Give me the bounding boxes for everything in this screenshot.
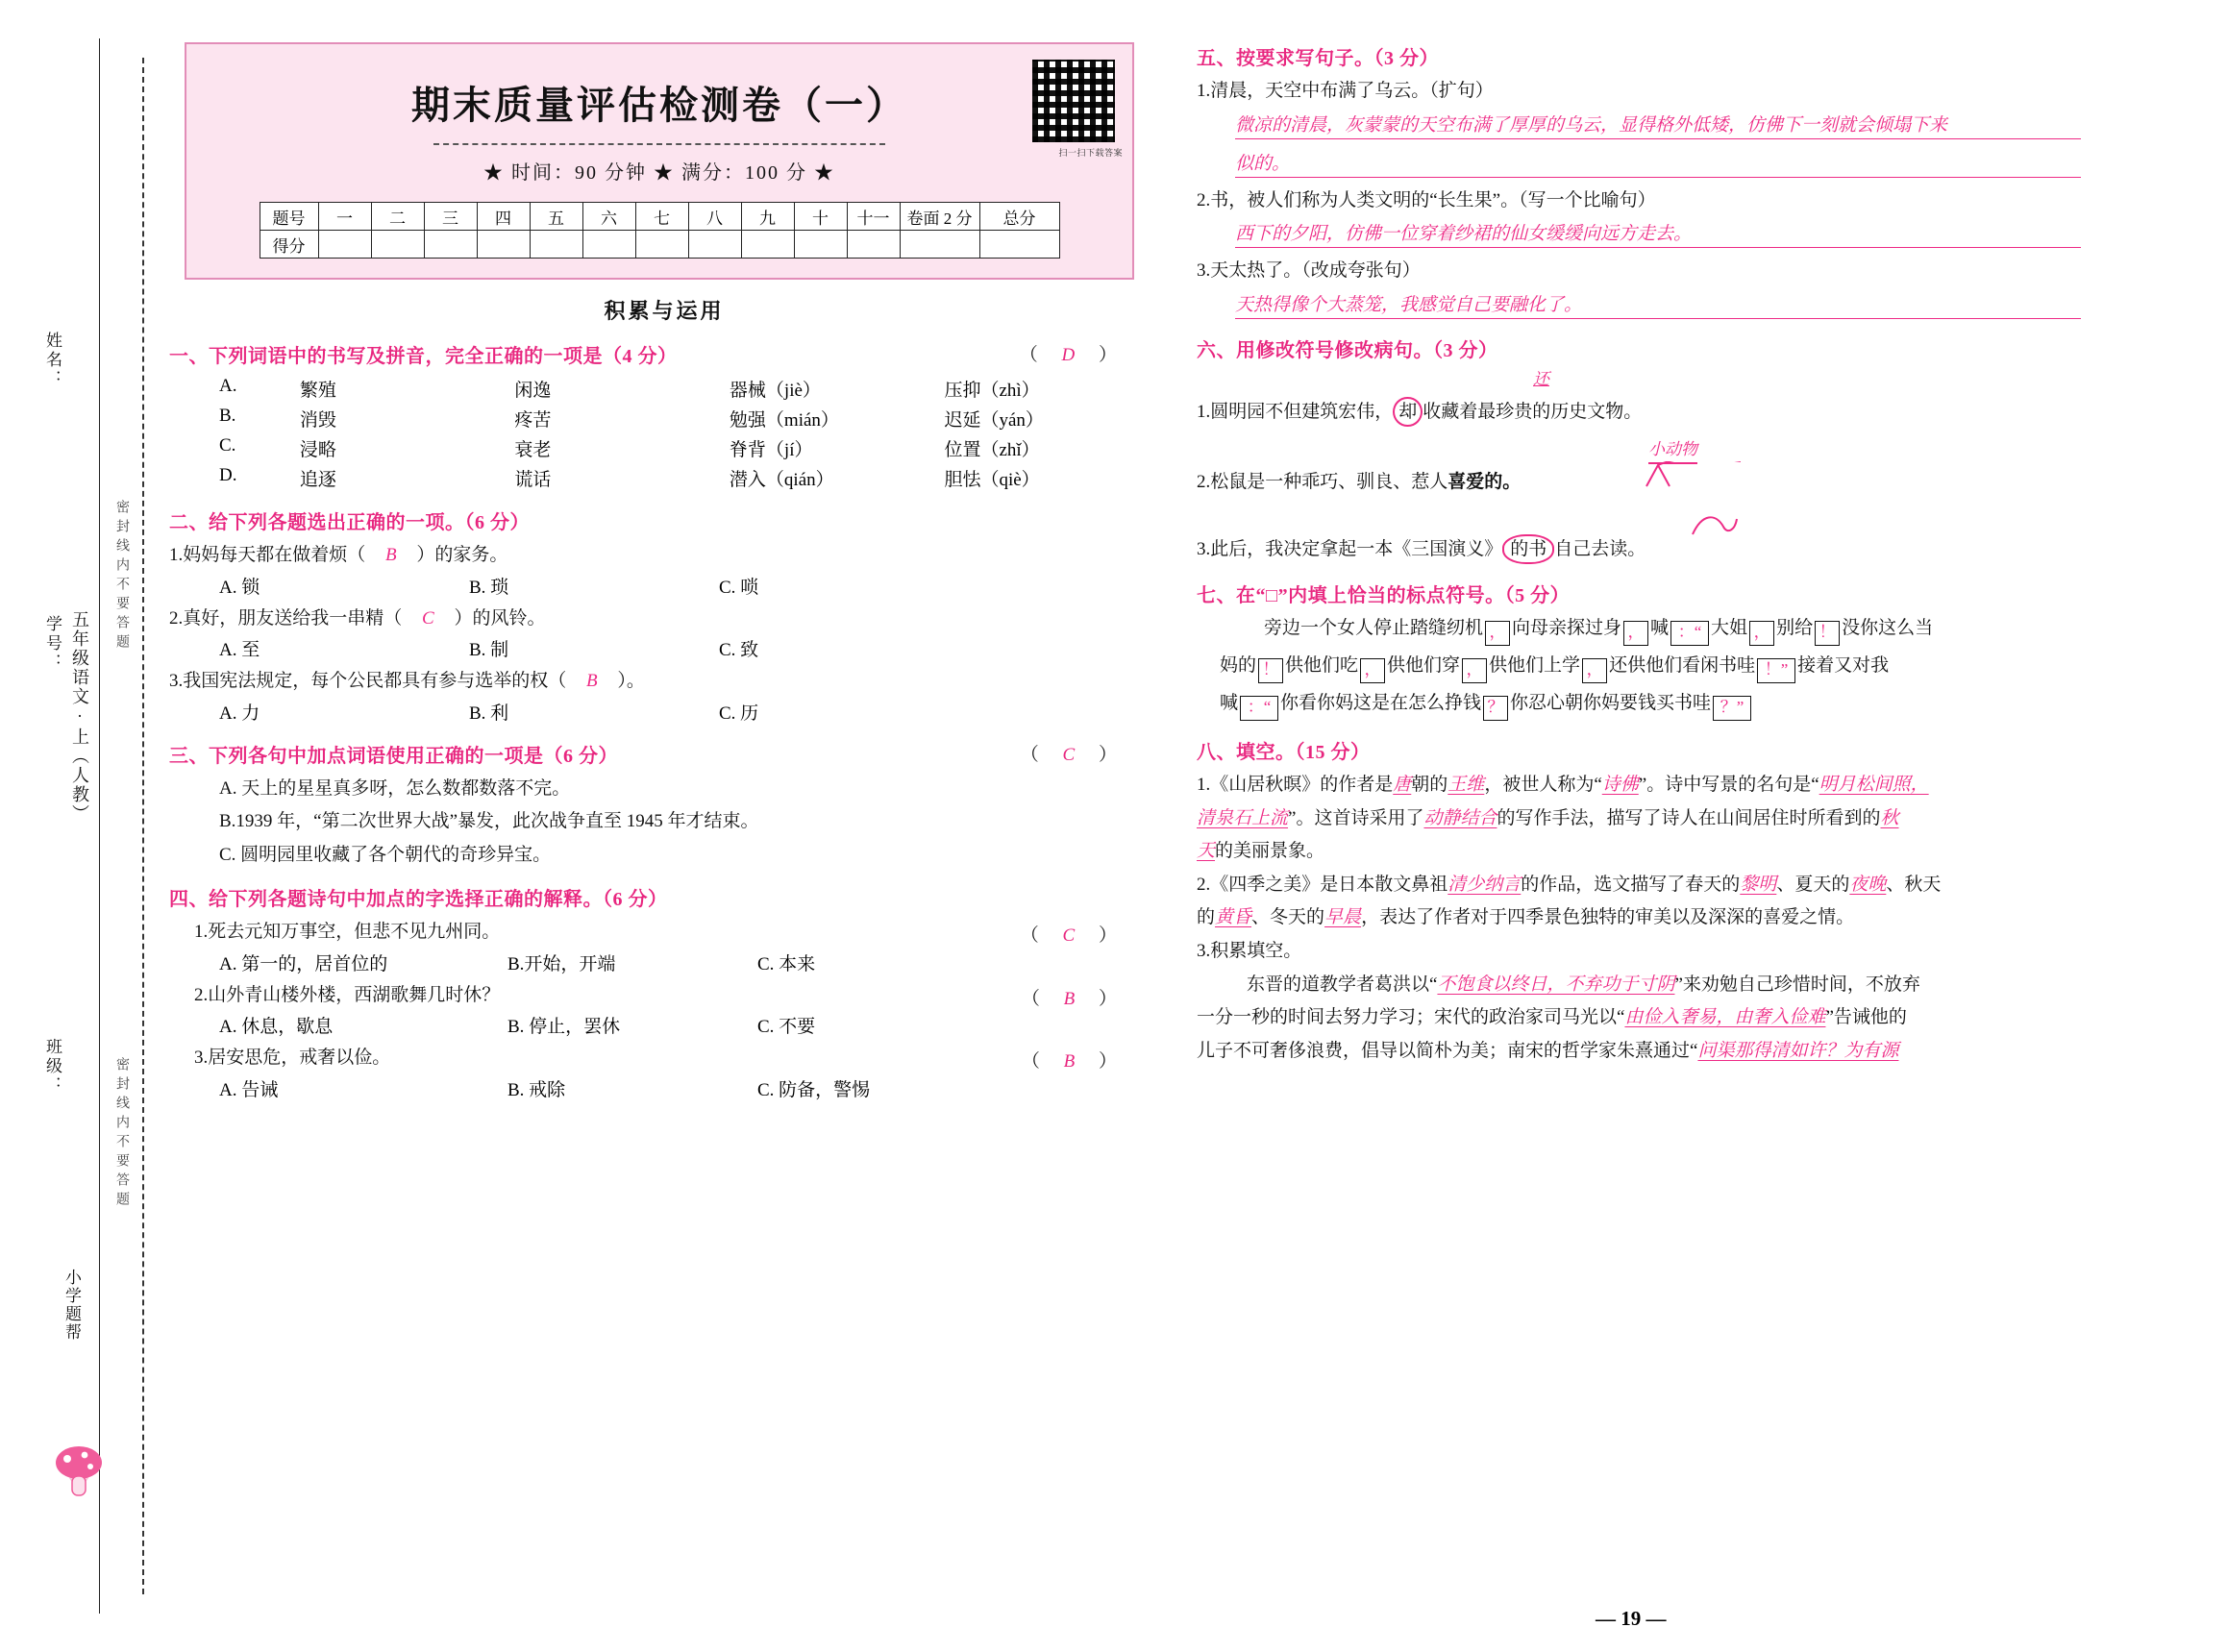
score-cell-11[interactable] bbox=[847, 231, 900, 259]
q4-2-options bbox=[219, 1012, 1159, 1038]
q6-2-correction: 小动物 bbox=[1648, 438, 1697, 464]
q1-d-item-3: 潜入（qián） bbox=[729, 470, 834, 490]
q8-1-l2-p4: 秋 bbox=[1880, 807, 1899, 828]
q1-b-label: B. bbox=[219, 406, 236, 426]
margin-dashed-rule bbox=[142, 58, 144, 1594]
q6-1-circled-word: 却 bbox=[1393, 397, 1423, 428]
score-table-header-row bbox=[260, 203, 1059, 231]
q1-d-item-4: 胆怯（qiè） bbox=[944, 470, 1040, 490]
name-label: 姓名： bbox=[43, 332, 62, 389]
right-column bbox=[1197, 42, 2148, 1618]
q7-l3-box2[interactable]: ？ bbox=[1483, 696, 1508, 721]
q4-1-option-b: B.开始，开端 bbox=[507, 953, 616, 974]
q1-b-item-2: 疼苦 bbox=[514, 410, 552, 431]
q8-item-2-line-1 bbox=[1197, 872, 2148, 899]
q6-2-insert-mark-icon bbox=[1641, 461, 1756, 490]
question-2 bbox=[169, 506, 1159, 725]
q2-1-option-b: B. 琐 bbox=[469, 577, 509, 598]
q8-2-l1-p6: 、秋天 bbox=[1886, 874, 1942, 895]
q8-3-l2-p2: ”告诫他的 bbox=[1825, 1007, 1907, 1028]
score-col-11: 十一 bbox=[847, 203, 900, 231]
score-col-1: 一 bbox=[318, 203, 371, 231]
question-4 bbox=[169, 883, 1159, 1101]
q8-2-l1-p2: 的作品，选文描写了春天的 bbox=[1521, 874, 1741, 895]
q6-2-text-before: 2.松鼠是一种乖巧、驯良、惹人 bbox=[1197, 472, 1448, 493]
q4-1-option-c: C. 本来 bbox=[757, 953, 816, 974]
q7-l3-s2: 你看你妈这是在怎么挣钱 bbox=[1280, 693, 1482, 714]
q7-l1-box4[interactable]: ， bbox=[1749, 621, 1774, 646]
title-panel bbox=[185, 42, 1134, 280]
q8-2-l1-p3: 黎明 bbox=[1740, 874, 1777, 895]
page-title: 期末质量评估检测卷（一） bbox=[411, 84, 907, 127]
score-col-9: 九 bbox=[741, 203, 794, 231]
score-cell-4[interactable] bbox=[477, 231, 530, 259]
q7-l2-s5: 还供他们看闲书哇 bbox=[1609, 655, 1756, 677]
q6-3-text-after: 自己去读。 bbox=[1554, 538, 1646, 559]
score-col-total: 总分 bbox=[979, 203, 1059, 231]
q6-1-correction: 还 bbox=[1533, 369, 1549, 388]
q5-1-answer[interactable] bbox=[1235, 111, 2148, 178]
q8-2-l2-p3: 早晨 bbox=[1324, 907, 1362, 928]
q8-1-l2-p3: 的写作手法，描写了诗人在山间居住时所看到的 bbox=[1497, 807, 1881, 828]
q4-1-stem: 1.死去元知万事空，但悲不见九州同。 bbox=[194, 922, 501, 943]
q8-1-p0: 1.《山居秋暝》的作者是 bbox=[1197, 775, 1394, 796]
q5-2-stem: 2.书，被人们称为人类文明的“长生果”。（写一个比喻句） bbox=[1197, 189, 1656, 210]
score-row-label-1: 题号 bbox=[260, 203, 318, 231]
qr-caption: 扫一扫下载答案 bbox=[1058, 148, 1123, 158]
question-1-answer: D bbox=[1061, 345, 1085, 365]
q2-3-option-b: B. 利 bbox=[469, 703, 509, 724]
q7-l3-s3: 你忍心朝你妈要钱买书哇 bbox=[1510, 693, 1712, 714]
q7-l1-s6: 没你这么当 bbox=[1842, 618, 1934, 639]
q4-1-options bbox=[219, 949, 1159, 975]
q7-l2-box4[interactable]: ， bbox=[1582, 658, 1607, 683]
q8-2-l2-p0: 的 bbox=[1197, 907, 1216, 928]
q2-3-answer: B bbox=[586, 671, 598, 692]
score-table bbox=[260, 202, 1060, 259]
mushroom-icon bbox=[54, 1442, 104, 1499]
q2-1-option-c: C. 唢 bbox=[719, 577, 759, 598]
q2-3-options bbox=[219, 699, 1159, 725]
q6-3-delete-mark-icon bbox=[1689, 511, 1746, 540]
q4-1-option-a: A. 第一的，居首位的 bbox=[219, 953, 388, 974]
q2-2-option-b: B. 制 bbox=[469, 640, 509, 661]
q2-1-answer: B bbox=[385, 545, 397, 565]
q4-3-stem: 3.居安思危，戒奢以俭。 bbox=[194, 1048, 391, 1069]
q7-l1-box5[interactable]: ！ bbox=[1815, 621, 1840, 646]
q7-l2-box1[interactable]: ！ bbox=[1258, 658, 1283, 683]
q6-2-text-after: 喜爱的。 bbox=[1448, 472, 1522, 493]
q5-3-stem: 3.天太热了。（改成夸张句） bbox=[1197, 260, 1421, 282]
q7-l2-box2[interactable]: ， bbox=[1360, 658, 1385, 683]
q7-l3-s1: 喊 bbox=[1220, 693, 1239, 714]
exam-meta: ★ 时间：90 分钟 ★ 满分：100 分 ★ bbox=[483, 162, 835, 184]
q4-3-answer: B bbox=[1063, 1051, 1085, 1073]
q1-d-item-1: 追逐 bbox=[299, 470, 336, 490]
q4-2-option-a: A. 休息，歇息 bbox=[219, 1017, 334, 1038]
q8-3-l2-p1: 由俭入奢易，由奢入俭难 bbox=[1624, 1007, 1826, 1028]
score-table-value-row bbox=[260, 231, 1059, 259]
q6-3-circled-word: 的书 bbox=[1502, 534, 1554, 565]
q1-a-item-2: 闲逸 bbox=[514, 381, 552, 401]
q7-line-1 bbox=[1264, 615, 2148, 646]
q2-1-options bbox=[219, 573, 1159, 599]
question-7-head bbox=[1197, 579, 2148, 607]
q1-d-item-2: 谎话 bbox=[514, 470, 552, 490]
left-margin-strip bbox=[0, 0, 135, 1652]
sealing-line-text-top: 密封线内不要答题 bbox=[114, 500, 129, 653]
q2-2-option-a: A. 至 bbox=[219, 640, 260, 661]
question-6-head: 六、用修改符号修改病句。（3 分） bbox=[1197, 339, 1498, 361]
q3-option-a: A. 天上的星星真多呀，怎么数都数落不完。 bbox=[219, 777, 571, 799]
question-5-head: 五、按要求写句子。（3 分） bbox=[1197, 48, 1439, 69]
score-cell-5[interactable] bbox=[530, 231, 582, 259]
q1-d-label: D. bbox=[219, 465, 237, 485]
q4-2-answer: B bbox=[1063, 988, 1085, 1009]
q1-a-item-1: 繁殖 bbox=[299, 381, 336, 401]
q8-1-l3-p1: 的美丽景象。 bbox=[1215, 841, 1325, 862]
q6-1-text-before: 1.圆明园不但建筑宏伟， bbox=[1197, 401, 1394, 422]
score-col-cover: 卷面 2 分 bbox=[900, 203, 979, 231]
q2-1-option-a: A. 锁 bbox=[219, 577, 260, 598]
score-col-4: 四 bbox=[477, 203, 530, 231]
q7-l1-box3[interactable]: ：“ bbox=[1670, 621, 1709, 646]
q8-item-2-line-2 bbox=[1197, 904, 2148, 931]
q7-l1-s3: 喊 bbox=[1650, 618, 1670, 639]
q4-3-option-c: C. 防备，警惕 bbox=[757, 1079, 871, 1100]
margin-solid-rule bbox=[99, 38, 100, 1614]
q8-3-l1-p0: 东晋的道教学者葛洪以“ bbox=[1247, 974, 1438, 995]
q8-item-3-head: 3.积累填空。 bbox=[1197, 941, 1302, 962]
question-7-head-text: 七、在“□”内填上恰当的标点符号。（5 分） bbox=[1197, 585, 1571, 607]
sealing-line-text-bottom: 密封线内不要答题 bbox=[114, 1057, 129, 1211]
score-cell-6[interactable] bbox=[582, 231, 635, 259]
question-3-answer: C bbox=[1062, 744, 1085, 765]
q8-item-3-line-2 bbox=[1197, 1004, 2148, 1031]
question-1-row-b bbox=[219, 406, 1159, 431]
q4-3-option-b: B. 戒除 bbox=[507, 1079, 566, 1100]
q2-2-options bbox=[219, 635, 1159, 661]
q6-item-2 bbox=[1197, 440, 2148, 496]
q2-2-answer: C bbox=[422, 607, 434, 629]
q8-1-p2: 朝的 bbox=[1411, 775, 1448, 796]
q8-2-l2-p2: 、冬天的 bbox=[1251, 907, 1325, 928]
q7-l2-s6: 接着又对我 bbox=[1797, 655, 1890, 677]
q4-item-2 bbox=[169, 982, 1159, 1039]
q5-1-answer-line-2: 似的。 bbox=[1235, 149, 2081, 178]
q1-b-item-1: 消毁 bbox=[299, 410, 336, 431]
score-col-3: 三 bbox=[424, 203, 477, 231]
q8-item-3-line-3 bbox=[1197, 1038, 2148, 1065]
page-number: — 19 — bbox=[1596, 1607, 1667, 1630]
q6-item-1 bbox=[1197, 369, 2148, 428]
question-3 bbox=[169, 740, 1159, 869]
score-cell-cover[interactable] bbox=[900, 231, 979, 259]
question-1-answer-bracket: （ D ） bbox=[1019, 345, 1126, 365]
q2-3-stem-b: ）。 bbox=[617, 671, 645, 692]
q8-1-l3-p0: 天 bbox=[1197, 841, 1216, 862]
score-cell-1[interactable] bbox=[318, 231, 371, 259]
q4-2-answer-bracket: （ B ） bbox=[1021, 988, 1126, 1009]
question-2-item-1 bbox=[169, 542, 1159, 569]
q7-l2-box5[interactable]: ！” bbox=[1757, 658, 1795, 683]
q2-3-option-a: A. 力 bbox=[219, 703, 260, 724]
q4-2-option-b: B. 停止，罢休 bbox=[507, 1017, 621, 1038]
q2-3-stem-a: 3.我国宪法规定，每个公民都具有参与选举的权（ bbox=[169, 671, 567, 692]
q8-2-l1-p0: 2.《四季之美》是日本散文鼻祖 bbox=[1197, 874, 1448, 895]
q8-item-1-line-1 bbox=[1197, 772, 2148, 799]
q7-l1-box1[interactable]: ， bbox=[1485, 621, 1510, 646]
q4-item-1 bbox=[169, 919, 1159, 975]
q8-1-p6: ”。诗中写景的名句是“ bbox=[1638, 775, 1819, 796]
q8-1-p1: 唐 bbox=[1393, 775, 1412, 796]
score-cell-10[interactable] bbox=[794, 231, 847, 259]
section-heading: 积累与运用 bbox=[604, 299, 725, 323]
q8-1-p5: 诗佛 bbox=[1601, 775, 1639, 796]
q2-2-option-c: C. 致 bbox=[719, 640, 759, 661]
q5-2-answer-line-1: 西下的夕阳，仿佛一位穿着纱裙的仙女缓缓向远方走去。 bbox=[1235, 219, 2081, 248]
q7-l1-box2[interactable]: ， bbox=[1623, 621, 1648, 646]
q1-c-label: C. bbox=[219, 435, 236, 456]
question-2-head: 二、给下列各题选出正确的一项。（6 分） bbox=[169, 512, 530, 533]
q1-a-item-3: 器械（jiè） bbox=[729, 381, 821, 401]
score-col-6: 六 bbox=[582, 203, 635, 231]
q8-1-p7: 明月松间照， bbox=[1819, 775, 1929, 796]
q8-1-l2-p0: 清泉石上流 bbox=[1197, 807, 1289, 828]
q1-a-item-4: 压抑（zhì） bbox=[944, 381, 1040, 401]
q4-1-answer: C bbox=[1062, 925, 1085, 947]
question-1-row-a bbox=[219, 376, 1159, 402]
q8-2-l1-p1: 清少纳言 bbox=[1448, 874, 1522, 895]
question-8 bbox=[1197, 736, 2148, 1064]
grade-label: 五年级语文·上（人教） bbox=[70, 610, 89, 824]
question-2-item-3 bbox=[169, 668, 1159, 695]
question-3-answer-bracket: （ C ） bbox=[1020, 744, 1126, 765]
score-cell-9[interactable] bbox=[741, 231, 794, 259]
score-col-5: 五 bbox=[530, 203, 582, 231]
q1-a-label: A. bbox=[219, 376, 237, 396]
q7-l1-s4: 大姐 bbox=[1711, 618, 1748, 639]
q1-c-item-4: 位置（zhǐ） bbox=[944, 440, 1040, 460]
q7-l2-s4: 供他们上学 bbox=[1489, 655, 1581, 677]
score-col-10: 十 bbox=[794, 203, 847, 231]
q8-1-l2-p2: 动静结合 bbox=[1423, 807, 1497, 828]
q4-3-answer-bracket: （ B ） bbox=[1021, 1051, 1126, 1073]
q1-c-item-1: 浸略 bbox=[299, 440, 336, 460]
q4-3-option-a: A. 告诫 bbox=[219, 1079, 279, 1100]
question-1-head: 一、下列词语中的书写及拼音，完全正确的一项是（4 分） bbox=[169, 346, 678, 367]
q7-l2-s1: 妈的 bbox=[1220, 655, 1257, 677]
q7-l2-box3[interactable]: ， bbox=[1462, 658, 1487, 683]
brand-label: 小学题帮 bbox=[62, 1269, 81, 1342]
question-5 bbox=[1197, 42, 2148, 319]
q7-l1-s5: 别给 bbox=[1776, 618, 1814, 639]
q5-3-answer[interactable] bbox=[1235, 290, 2148, 319]
q5-3-answer-line-1: 天热得像个大蒸笼，我感觉自己要融化了。 bbox=[1235, 290, 2081, 319]
q8-2-l2-p4: ，表达了作者对于四季景色独特的审美以及深深的喜爱之情。 bbox=[1361, 907, 1855, 928]
q8-item-3-line-1 bbox=[1197, 972, 2148, 999]
q8-3-l1-p1: 不饱食以终日，不弃功于寸阴 bbox=[1437, 974, 1675, 995]
q8-item-1-line-2 bbox=[1197, 805, 2148, 832]
qr-code-icon[interactable] bbox=[1032, 60, 1115, 142]
q8-3-l1-p2: ”来劝勉自己珍惜时间，不放弃 bbox=[1674, 974, 1920, 995]
q2-3-option-c: C. 历 bbox=[719, 703, 759, 724]
q8-3-l3-p1: 问渠那得清如许？为有源 bbox=[1697, 1040, 1899, 1061]
q4-3-options bbox=[219, 1075, 1159, 1101]
q8-1-p3: 王维 bbox=[1448, 775, 1485, 796]
score-cell-total[interactable] bbox=[979, 231, 1059, 259]
q8-1-l2-p1: ”。这首诗采用了 bbox=[1288, 807, 1424, 828]
q1-b-item-4: 迟延（yán） bbox=[944, 410, 1044, 431]
q2-2-stem-a: 2.真好，朋友送给我一串精（ bbox=[169, 607, 403, 629]
class-label: 班级： bbox=[43, 1038, 62, 1096]
q1-b-item-3: 勉强（mián） bbox=[729, 410, 839, 431]
q8-item-1-line-3 bbox=[1197, 838, 2148, 865]
score-col-8: 八 bbox=[688, 203, 741, 231]
question-1 bbox=[169, 340, 1159, 491]
question-4-head: 四、给下列各题诗句中加点的字选择正确的解释。（6 分） bbox=[169, 889, 668, 911]
q6-item-3 bbox=[1197, 534, 2148, 565]
question-1-row-d bbox=[219, 465, 1159, 491]
score-cell-3[interactable] bbox=[424, 231, 477, 259]
q3-option-b: B.1939 年，“第二次世界大战”暴发，此次战争直至 1945 年才结束。 bbox=[219, 811, 759, 832]
q4-2-option-c: C. 不要 bbox=[757, 1017, 816, 1038]
q6-1-text-after: 收藏着最珍贵的历史文物。 bbox=[1423, 401, 1643, 422]
q1-c-item-2: 衰老 bbox=[514, 440, 552, 460]
score-row-label-2: 得分 bbox=[260, 231, 318, 259]
q8-3-l2-p0: 一分一秒的时间去努力学习；宋代的政治家司马光以“ bbox=[1197, 1007, 1625, 1028]
score-col-2: 二 bbox=[371, 203, 424, 231]
score-cell-2[interactable] bbox=[371, 231, 424, 259]
q7-l2-s2: 供他们吃 bbox=[1285, 655, 1359, 677]
q8-3-l3-p0: 儿子不可奢侈浪费，倡导以简朴为美；南宋的哲学家朱熹通过“ bbox=[1197, 1040, 1698, 1061]
q5-1-stem: 1.清晨，天空中布满了乌云。（扩句） bbox=[1197, 81, 1494, 101]
question-2-item-2 bbox=[169, 605, 1159, 632]
score-cell-8[interactable] bbox=[688, 231, 741, 259]
score-cell-7[interactable] bbox=[635, 231, 688, 259]
q7-l3-box1[interactable]: ：“ bbox=[1240, 696, 1278, 721]
question-7 bbox=[1197, 579, 2148, 721]
q8-2-l2-p1: 黄昏 bbox=[1215, 907, 1252, 928]
q7-l1-s1: 旁边一个女人停止踏缝纫机 bbox=[1264, 618, 1484, 639]
student-id-label: 学号： bbox=[43, 615, 62, 673]
left-column bbox=[169, 42, 1159, 1618]
q2-1-stem-b: ）的家务。 bbox=[416, 545, 508, 565]
q4-2-stem: 2.山外青山楼外楼，西湖歌舞几时休？ bbox=[194, 984, 501, 1005]
q4-1-answer-bracket: （ C ） bbox=[1020, 925, 1126, 947]
q4-item-3 bbox=[169, 1045, 1159, 1101]
q7-line-3 bbox=[1220, 690, 2148, 721]
q6-3-text-before: 3.此后，我决定拿起一本《三国演义》 bbox=[1197, 538, 1503, 559]
question-1-row-c bbox=[219, 435, 1159, 461]
q2-1-stem-a: 1.妈妈每天都在做着烦（ bbox=[169, 545, 366, 565]
q8-2-l1-p4: 、夏天的 bbox=[1776, 874, 1850, 895]
question-6 bbox=[1197, 334, 2148, 565]
q2-2-stem-b: ）的风铃。 bbox=[454, 607, 546, 629]
q7-l1-s2: 向母亲探过身 bbox=[1512, 618, 1622, 639]
q3-option-c: C. 圆明园里收藏了各个朝代的奇珍异宝。 bbox=[219, 844, 552, 865]
q8-1-p4: ，被世人称为“ bbox=[1484, 775, 1602, 796]
question-8-head: 八、填空。（15 分） bbox=[1197, 742, 1371, 764]
q5-1-answer-line-1: 微凉的清晨，灰蒙蒙的天空布满了厚厚的乌云，显得格外低矮，仿佛下一刻就会倾塌下来 bbox=[1235, 111, 2081, 139]
q8-2-l1-p5: 夜晚 bbox=[1849, 874, 1887, 895]
q7-l3-box3[interactable]: ？” bbox=[1713, 696, 1751, 721]
score-col-7: 七 bbox=[635, 203, 688, 231]
title-divider bbox=[433, 143, 885, 145]
q7-line-2 bbox=[1220, 653, 2148, 683]
q7-l2-s3: 供他们穿 bbox=[1387, 655, 1461, 677]
q1-c-item-3: 脊背（jí） bbox=[729, 440, 813, 460]
q5-2-answer[interactable] bbox=[1235, 219, 2148, 248]
question-3-head: 三、下列各句中加点词语使用正确的一项是（6 分） bbox=[169, 745, 618, 767]
